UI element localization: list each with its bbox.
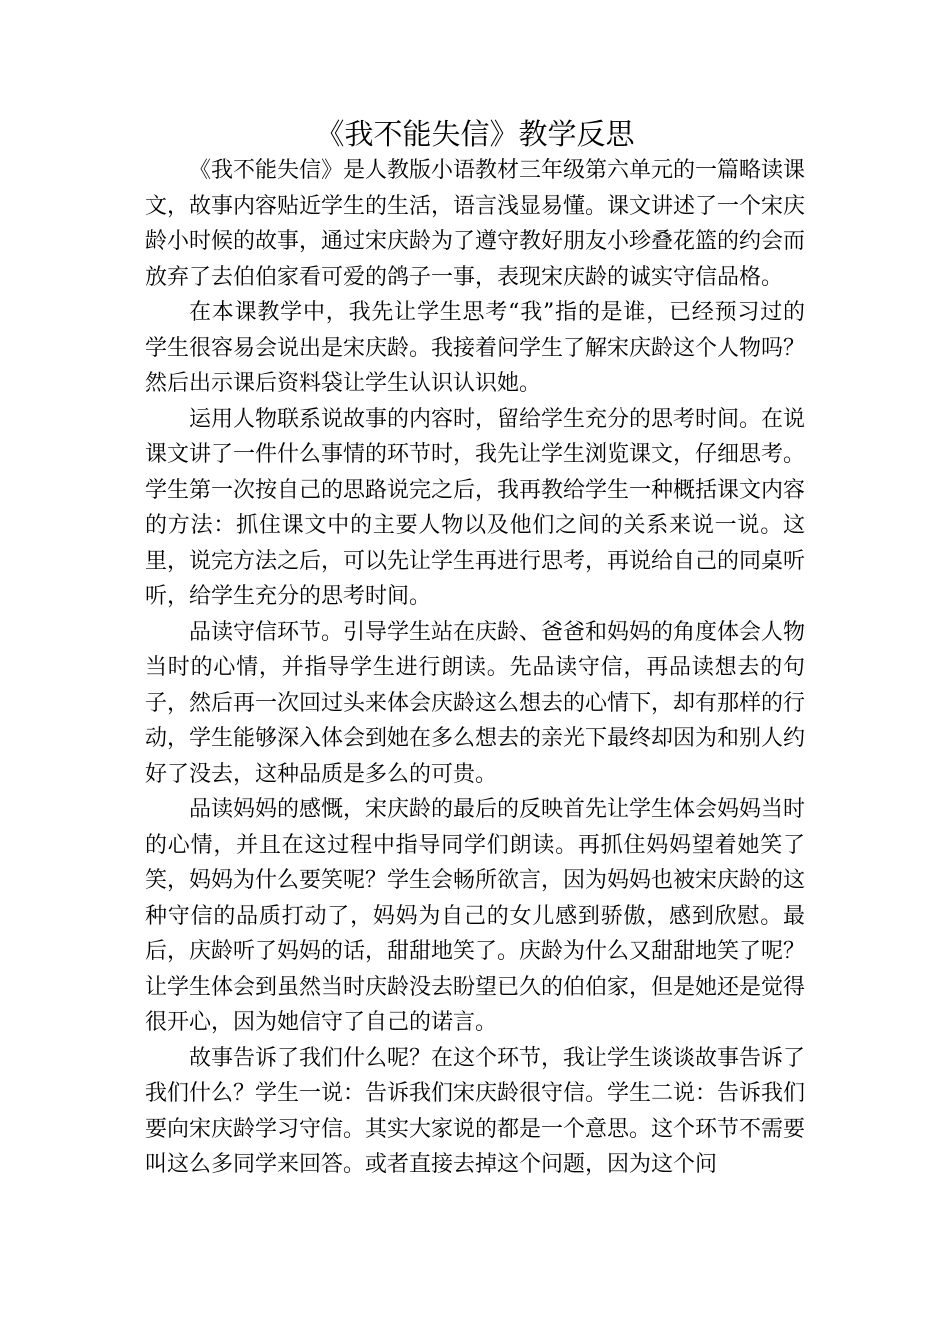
paragraph-story-summary: 运用人物联系说故事的内容时，留给学生充分的思考时间。在说课文讲了一件什么事情的环节时，我先让学生浏览课文，仔细思考。学生第一次按自己的思路说完之后，我再教给学生一种概括课文内容的方法：抓住课文中的主要人物以及他们之间的关系来说一说。这里，说完方法之后，可以先让学生再进行思考，再说给自己的同桌听听，给学生充分的思考时间。 — [145, 406, 806, 609]
paragraph-mother-reflection: 品读妈妈的感慨，宋庆龄的最后的反映首先让学生体会妈妈当时的心情，并且在这过程中指导同学们朗读。再抓住妈妈望着她笑了笑，妈妈为什么要笑呢？学生会畅所欲言，因为妈妈也被宋庆龄的这种守信的品质打动了，妈妈为自己的女儿感到骄傲，感到欣慰。最后，庆龄听了妈妈的话，甜甜地笑了。庆龄为什么又甜甜地笑了呢？让学生体会到虽然当时庆龄没去盼望已久的伯伯家，但是她还是觉得很开心，因为她信守了自己的诺言。 — [145, 797, 806, 1035]
paragraph-story-lesson: 故事告诉了我们什么呢？在这个环节，我让学生谈谈故事告诉了我们什么？学生一说：告诉我们宋庆龄很守信。学生二说：告诉我们要向宋庆龄学习守信。其实大家说的都是一个意思。这个环节不需要叫这么多同学来回答。或者直接去掉这个问题，因为这个问 — [145, 1045, 806, 1177]
paragraph-intro: 《我不能失信》是人教版小语教材三年级第六单元的一篇略读课文，故事内容贴近学生的生活，语言浅显易懂。课文讲述了一个宋庆龄小时候的故事，通过宋庆龄为了遵守教好朋友小珍叠花篮的约会而放弃了去伯伯家看可爱的鸽子一事，表现宋庆龄的诚实守信品格。 — [145, 158, 806, 290]
document-title: 《我不能失信》教学反思 — [315, 117, 635, 151]
paragraph-teaching-start: 在本课教学中，我先让学生思考“我”指的是谁，已经预习过的学生很容易会说出是宋庆龄。我接着问学生了解宋庆龄这个人物吗？然后出示课后资料袋让学生认识认识她。 — [145, 300, 806, 396]
document-body — [145, 153, 805, 1183]
paragraph-reading-trust: 品读守信环节。引导学生站在庆龄、爸爸和妈妈的角度体会人物当时的心情，并指导学生进行朗读。先品读守信，再品读想去的句子，然后再一次回过头来体会庆龄这么想去的心情下，却有那样的行动，学生能够深入体会到她在多么想去的亲光下最终却因为和别人约好了没去，这种品质是多么的可贵。 — [145, 619, 806, 787]
